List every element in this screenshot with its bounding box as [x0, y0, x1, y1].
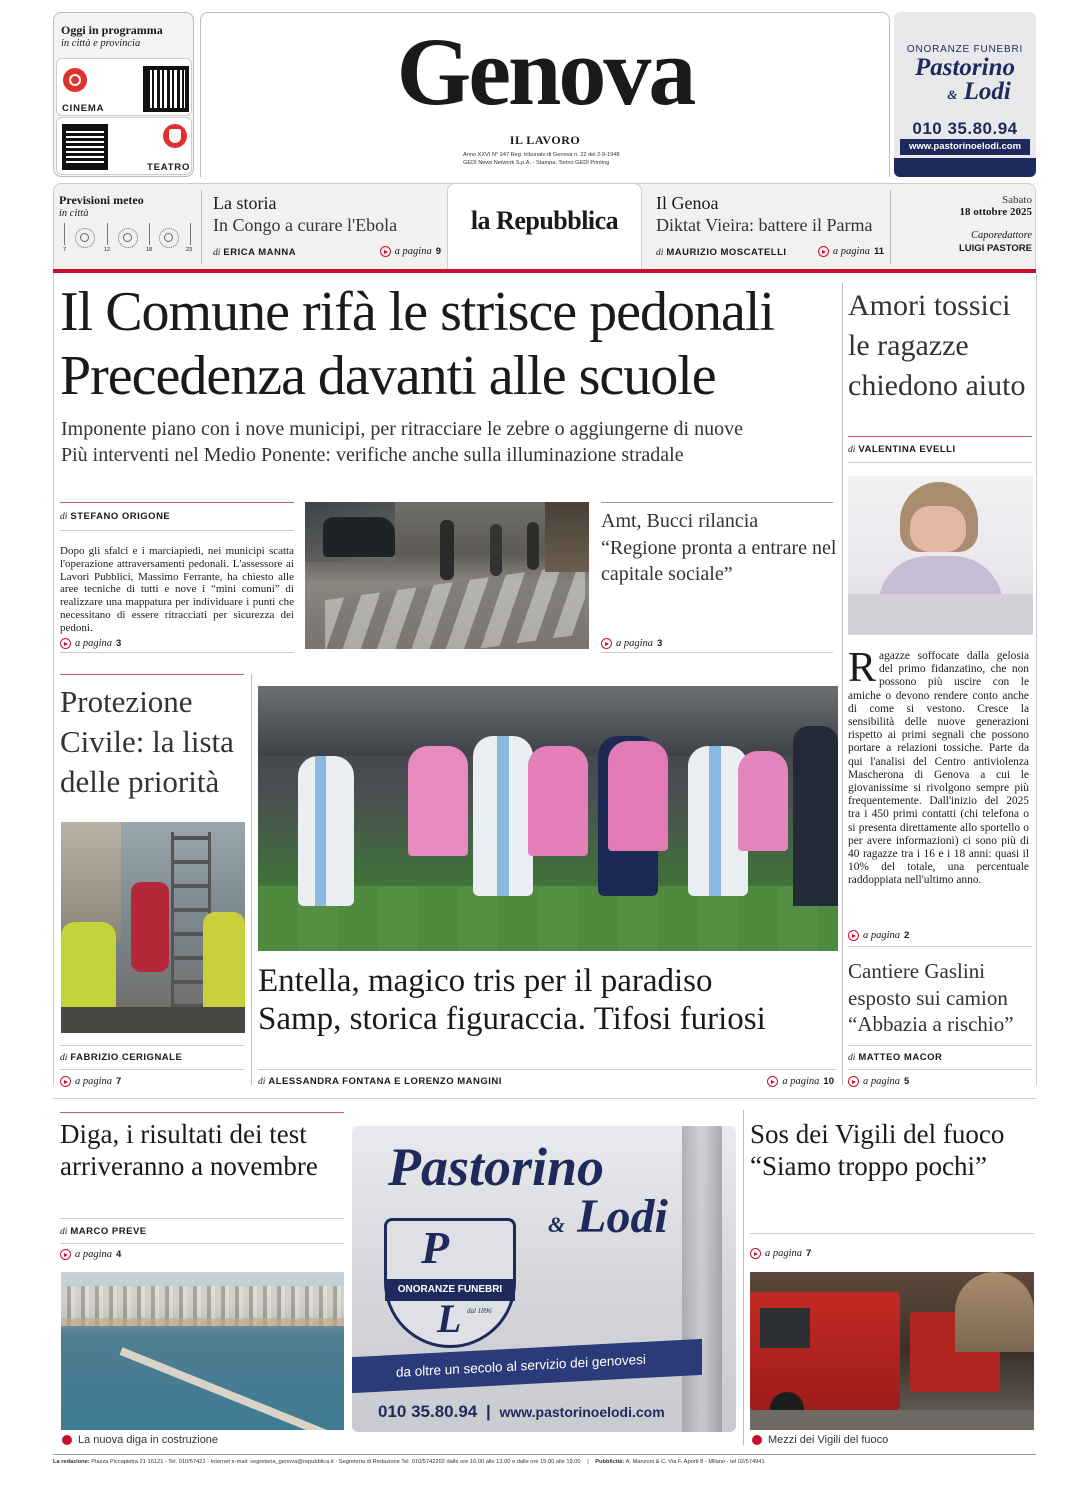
- meteo-tick: [190, 223, 191, 245]
- section-rule: [601, 652, 833, 653]
- meteo-box: [59, 193, 195, 263]
- arrow-right-icon: [848, 1076, 859, 1087]
- amori-title[interactable]: Amori tossici le ragazze chiedono aiuto: [848, 289, 1026, 402]
- ad-big-contact: [378, 1402, 665, 1422]
- gaslini-byline: [848, 1052, 942, 1063]
- entella-headline-line: Entella, magico tris per il paradiso: [258, 963, 713, 999]
- arrow-right-icon: [818, 246, 829, 257]
- footer-separator: |: [587, 1459, 589, 1465]
- photo-detail: [408, 746, 468, 856]
- teaser-byline: [656, 247, 787, 258]
- strip-divider: [201, 190, 202, 264]
- diga-caption: [62, 1434, 218, 1446]
- photo-detail: [473, 736, 533, 896]
- masthead: [200, 12, 890, 177]
- photo-crosswalk: [305, 502, 589, 649]
- ad-top-brand2: Lodi: [963, 78, 1011, 105]
- ad-big-brand2: Lodi: [577, 1190, 668, 1243]
- page-ref[interactable]: [818, 246, 884, 257]
- film-reel-icon: [63, 68, 87, 92]
- column-divider: [842, 283, 843, 1085]
- photo-detail: [131, 882, 169, 972]
- arrow-right-icon: [60, 1249, 71, 1260]
- photo-detail: [910, 506, 966, 552]
- lead-byline: [60, 511, 170, 522]
- date-full: 18 ottobre 2025: [959, 206, 1032, 218]
- photo-detail: [527, 522, 539, 570]
- amori-dropcap: R: [848, 645, 877, 691]
- arrow-right-icon: [750, 1248, 761, 1259]
- programma-title: Oggi in programma: [61, 23, 163, 37]
- teaser-title: Diktat Vieira: battere il Parma: [656, 215, 873, 235]
- footer-label: La redazione:: [53, 1459, 90, 1465]
- footer-text: Piazza Piccapietra 21 16121 - Tel. 010/57421 - Internet e-mail: segreteria_genova@repubblica.it - Segreteria di Redazione Tel. 010/5742202 dalle ore 10.00 alle 13.00 e dalle ore 15.00 alle 19.00: [91, 1459, 581, 1465]
- arrow-right-icon: [767, 1076, 778, 1087]
- date-day: Sabato: [1002, 194, 1032, 206]
- byline-author: FABRIZIO CERIGNALE: [70, 1052, 183, 1063]
- photo-detail: [61, 1007, 245, 1033]
- photo-detail: [793, 726, 838, 906]
- photo-entella-celebration: [258, 686, 838, 951]
- diga-title[interactable]: Diga, i risultati dei test arriveranno a novembre: [60, 1119, 318, 1181]
- meteo-tick: [64, 223, 65, 245]
- ad-top-brand-line: [894, 80, 1036, 107]
- byline-rule: [848, 1069, 1032, 1070]
- qr-code-icon[interactable]: [143, 66, 189, 112]
- masthead-title: Genova: [396, 18, 694, 125]
- photo-detail: [608, 741, 668, 851]
- section-rule: [848, 436, 1032, 437]
- photo-detail: [440, 520, 454, 580]
- teaser-title: In Congo a curare l'Ebola: [213, 215, 398, 235]
- byline-author: VALENTINA EVELLI: [858, 444, 956, 455]
- lead-headline: [60, 280, 845, 408]
- arrow-right-icon: [601, 638, 612, 649]
- page-ref[interactable]: [60, 1076, 121, 1087]
- lead-body: Dopo gli sfalci e i marciapiedi, nei municipi scatta l'operazione attraversamenti pedonali. L'assessore ai Lavori Pubblici, Massimo Ferrante, ha chiesto alle aree tecniche di tutti e nove i “mini comuni” di realizzare una mappatura per individuare i punti che necessitano di essere ritracciati per sicurezza dei pedoni.: [60, 545, 294, 634]
- sun-icon: [118, 228, 138, 248]
- meteo-hour: 7: [63, 247, 67, 253]
- photo-detail: [298, 756, 354, 906]
- section-rule: [848, 946, 1032, 947]
- teaser-storia[interactable]: [213, 192, 441, 264]
- ad-shield-text: ONORANZE FUNEBRI: [385, 1279, 515, 1301]
- ad-monogram: P: [421, 1222, 450, 1273]
- photo-detail: [848, 594, 1033, 635]
- byline-rule: [258, 1069, 836, 1070]
- ad-top-brand-line: Pastorino: [914, 54, 1016, 81]
- photo-detail: [545, 502, 589, 572]
- byline-rule: [60, 1045, 244, 1046]
- caption-text: Mezzi dei Vigili del fuoco: [768, 1434, 889, 1446]
- page-ref[interactable]: [380, 246, 441, 257]
- vigili-title[interactable]: Sos dei Vigili del fuoco “Siamo troppo pochi”: [750, 1119, 1005, 1181]
- photo-detail: [203, 912, 245, 1022]
- byline-rule: [848, 462, 1032, 463]
- cinema-label: CINEMA: [62, 103, 105, 114]
- editor-name: LUIGI PASTORE: [958, 243, 1032, 254]
- teaser-byline: [213, 247, 296, 258]
- page-ref-label: a pagina: [832, 246, 870, 257]
- meteo-hour: 12: [104, 247, 111, 253]
- section-rule: [53, 1098, 1036, 1099]
- column-divider: [743, 1110, 744, 1445]
- ad-top-pastorino[interactable]: [894, 12, 1036, 177]
- gaslini-title[interactable]: Cantiere Gaslini esposto sui camion “Abbazia a rischio”: [848, 959, 1014, 1036]
- page-ref-number: 10: [823, 1076, 834, 1087]
- page-ref[interactable]: [750, 1248, 811, 1259]
- caption-dot-icon: [62, 1435, 72, 1445]
- meteo-tick: [107, 223, 108, 245]
- page-ref[interactable]: [60, 1249, 121, 1260]
- ad-lighthouse-detail: [682, 1126, 722, 1432]
- page-ref[interactable]: [848, 1076, 909, 1087]
- photo-detail: [955, 1272, 1034, 1352]
- page-ref-label: a pagina: [75, 1249, 113, 1260]
- page-ref-label: a pagina: [75, 1076, 113, 1087]
- sun-icon: [75, 228, 95, 248]
- ad-big-phone: 010 35.80.94: [378, 1402, 478, 1421]
- photo-protezione-civile: [61, 822, 245, 1033]
- lead-subheadline: [61, 416, 836, 468]
- byline-di: di: [848, 1053, 856, 1063]
- photo-detail: [738, 751, 788, 851]
- byline-rule: [60, 530, 294, 531]
- page-ref-number: 9: [435, 246, 441, 257]
- ad-monogram: L: [437, 1296, 462, 1341]
- programma-box: [53, 12, 194, 177]
- program-card-cinema[interactable]: [56, 58, 192, 116]
- meteo-tick: [149, 223, 150, 245]
- section-rule: [60, 502, 294, 503]
- photo-diga-aerial: [61, 1272, 344, 1430]
- footer-rule: [53, 1454, 1036, 1455]
- lead-headline-line: Precedenza davanti alle scuole: [60, 345, 716, 407]
- byline-author: MAURIZIO MOSCATELLI: [666, 247, 787, 258]
- page-ref-label: a pagina: [75, 638, 113, 649]
- qr-code-icon[interactable]: [62, 124, 108, 170]
- column-divider: [251, 674, 252, 1085]
- arrow-right-icon: [60, 1076, 71, 1087]
- photo-detail: [760, 1308, 810, 1348]
- meteo-hour: 18: [146, 247, 153, 253]
- photo-detail: [323, 517, 395, 557]
- masthead-info-line: GEDI News Network S.p.A. - Stampa: Torino GEDI Printing: [463, 160, 610, 166]
- ad-big-pastorino[interactable]: [352, 1126, 736, 1432]
- ad-top-bottom-band: [894, 158, 1036, 177]
- page-right-border: [1036, 273, 1037, 1085]
- protezione-byline: [60, 1052, 182, 1063]
- byline-rule: [750, 1233, 1034, 1234]
- masthead-info: [463, 151, 619, 167]
- entella-headline[interactable]: [258, 962, 838, 1038]
- editor-role: Caporedattore: [970, 230, 1032, 241]
- page-ref[interactable]: [601, 638, 662, 649]
- page-ref-number: 4: [116, 1249, 122, 1260]
- lead-subheadline-line: Imponente piano con i nove municipi, per ritracciare le zebre o aggiungerne di nuove: [61, 418, 743, 440]
- byline-di: di: [848, 445, 856, 455]
- page-ref-label: a pagina: [616, 638, 654, 649]
- photo-detail: [325, 564, 585, 649]
- ad-big-brand-line: Pastorino: [388, 1137, 605, 1197]
- teaser-kicker: La storia: [213, 193, 277, 213]
- vigili-caption: [752, 1434, 888, 1446]
- page-ref-label: a pagina: [863, 1076, 901, 1087]
- entella-byline: [258, 1076, 502, 1087]
- byline-di: di: [213, 248, 221, 258]
- page-ref-number: 3: [657, 638, 663, 649]
- ad-big-url[interactable]: www.pastorinoelodi.com: [499, 1404, 665, 1420]
- ad-since: dal 1896: [467, 1307, 492, 1315]
- page-left-border: [53, 273, 54, 1085]
- photo-detail: [61, 1318, 344, 1326]
- lead-subheadline-line: Più interventi nel Medio Ponente: verifiche anche sulla illuminazione stradale: [61, 444, 684, 466]
- byline-di: di: [258, 1077, 266, 1087]
- footer: [53, 1459, 1036, 1465]
- page-ref-number: 2: [904, 930, 910, 941]
- amori-byline: [848, 444, 956, 455]
- page-ref-number: 5: [904, 1076, 910, 1087]
- ad-top-label: ONORANZE FUNEBRI: [906, 44, 1024, 55]
- byline-author: MARCO PREVE: [70, 1226, 147, 1237]
- byline-author: MATTEO MACOR: [858, 1052, 943, 1063]
- ad-big-separator: |: [486, 1402, 491, 1421]
- page-ref[interactable]: [767, 1076, 834, 1087]
- page-ref-label: a pagina: [863, 930, 901, 941]
- arrow-right-icon: [848, 930, 859, 941]
- programma-subtitle: in città e provincia: [61, 38, 141, 49]
- photo-detail: [61, 922, 116, 1012]
- footer-text: A. Manzoni & C. Via F. Aporti 8 - Milano - tel 02/574941: [625, 1459, 765, 1465]
- ad-top-amp: &: [947, 87, 958, 102]
- byline-rule: [60, 1069, 244, 1070]
- page-ref-number: 7: [116, 1076, 122, 1087]
- arrow-right-icon: [60, 638, 71, 649]
- page-ref-number: 3: [116, 638, 122, 649]
- section-rule: [601, 502, 833, 503]
- teaser-kicker: Il Genoa: [656, 193, 719, 213]
- meteo-forecast: [63, 223, 195, 257]
- byline-rule: [60, 1218, 344, 1219]
- byline-rule: [60, 1243, 344, 1244]
- byline-di: di: [60, 1053, 68, 1063]
- photo-detail: [528, 746, 588, 856]
- page-ref-label: a pagina: [782, 1076, 820, 1087]
- byline-author: ERICA MANNA: [223, 247, 297, 258]
- masthead-subtitle: IL LAVORO: [509, 133, 581, 147]
- photo-detail: [750, 1410, 1034, 1430]
- byline-di: di: [60, 1227, 68, 1237]
- masthead-info-line: Anno XXVI N° 247 Reg. tribunale di Genova n. 22 del 2-9-1948: [463, 152, 620, 158]
- repubblica-tab: [447, 183, 642, 269]
- entella-headline-line: Samp, storica figuraccia. Tifosi furiosi: [258, 1001, 766, 1037]
- footer-label: Pubblicità:: [595, 1459, 625, 1465]
- arrow-right-icon: [380, 246, 391, 257]
- theatre-mask-icon: [163, 124, 187, 148]
- repubblica-logo: la Repubblica: [470, 206, 619, 235]
- teaser-strip-red-rule: [53, 269, 1036, 273]
- photo-girl-crying: [848, 476, 1033, 635]
- strip-divider: [890, 190, 891, 264]
- ad-big-tagline: da oltre un secolo al servizio dei genovesi: [352, 1339, 702, 1393]
- page-ref-label: a pagina: [394, 246, 432, 257]
- program-card-teatro[interactable]: [56, 117, 192, 175]
- diga-byline: [60, 1226, 147, 1237]
- ad-top-brand: [894, 56, 1036, 107]
- photo-fire-trucks: [750, 1272, 1034, 1430]
- byline-di: di: [656, 248, 664, 258]
- page-ref[interactable]: [60, 638, 121, 649]
- ad-top-url[interactable]: www.pastorinoelodi.com: [900, 139, 1030, 155]
- byline-author: STEFANO ORIGONE: [70, 511, 171, 522]
- byline-rule: [848, 1045, 1032, 1046]
- meteo-subtitle: in città: [59, 208, 89, 219]
- meteo-title: Previsioni meteo: [59, 193, 144, 207]
- section-rule: [60, 652, 294, 653]
- section-rule: [60, 1112, 344, 1113]
- photo-detail: [490, 524, 502, 576]
- caption-dot-icon: [752, 1435, 762, 1445]
- amt-title[interactable]: Amt, Bucci rilancia “Regione pronta a entrare nel capitale sociale”: [601, 510, 837, 585]
- photo-detail: [120, 1347, 327, 1430]
- amori-body: agazze soffocate dalla gelosia del primo fidanzatino, che non possono più uscire con le amiche o devono rendere conto anche di come si vestono. Cresce la sensibilità delle nuove generazioni rispetto ai primi segnali che possono portare a relazioni tossiche. Parte da qui l'analisi del Centro antiviolenza Mascherona di Genova a cui le giovanissime si rivolgono sempre più frequentemente. Dall'inizio del 2025 tra i 450 primi contatti (chi telefona o si presenta direttamente allo sportello o per avere informazioni) ci sono più di 40 ragazze tra i 16 e i 18 anni: quasi il 10% del totale, una percentuale raddoppiata nell'ultimo anno.: [848, 650, 1029, 887]
- teatro-label: TEATRO: [147, 162, 191, 173]
- page-ref-number: 7: [806, 1248, 812, 1259]
- byline-author: ALESSANDRA FONTANA E LORENZO MANGINI: [268, 1076, 502, 1087]
- sun-icon: [159, 228, 179, 248]
- ad-shield-icon: [384, 1218, 516, 1348]
- amori-body-wrap: [848, 645, 1029, 888]
- meteo-hour: 23: [186, 247, 193, 253]
- page-ref-number: 11: [873, 246, 884, 257]
- ad-top-phone: 010 35.80.94: [912, 119, 1018, 138]
- caption-text: La nuova diga in costruzione: [78, 1434, 219, 1446]
- section-rule: [60, 674, 244, 675]
- page-ref[interactable]: [848, 930, 909, 941]
- byline-di: di: [60, 512, 68, 522]
- protezione-title[interactable]: Protezione Civile: la lista delle priorità: [60, 684, 234, 799]
- ad-big-amp: &: [548, 1212, 566, 1237]
- page-ref-label: a pagina: [765, 1248, 803, 1259]
- teaser-genoa[interactable]: [656, 192, 884, 264]
- date-box: [896, 194, 1032, 254]
- lead-headline-line: Il Comune rifà le strisce pedonali: [60, 281, 774, 343]
